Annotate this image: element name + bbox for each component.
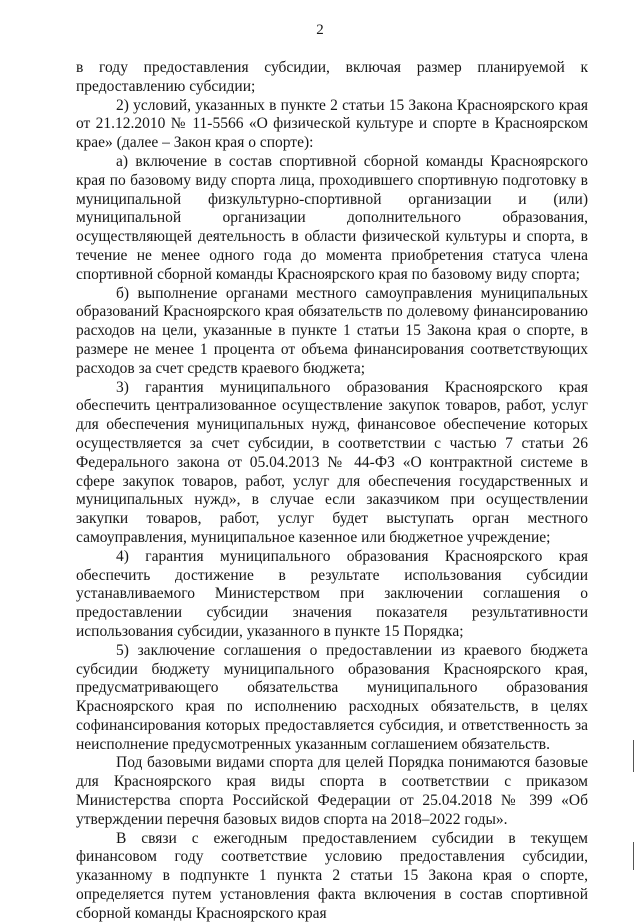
paragraph-annual-subsidy: В связи с ежегодным предоставлением субсидии в текущем финансовом году соответствие условию предоставления субсидии, указанному в подпункте 1 пункта 2 статьи 15 Закона края о спорте, определяется путем установления факта включения в состав спортивной сборной команды Красноярского края — [76, 829, 588, 922]
scan-edge-mark — [633, 842, 635, 870]
paragraph-item-3-guarantee: 3) гарантия муниципального образования Красноярского края обеспечить централизованное осуществление закупок товаров, работ, услуг для обеспечения муниципальных нужд, финансовое обеспечение которых осуществляется за счет субсидии, в соответствии с частью 7 статьи 26 Федерального закона от 05.04.2013 № 44-ФЗ «О контрактной системе в сфере закупок товаров, работ, услуг для обеспечения государственных и муниципальных нужд», в случае если заказчиком при осуществлении закупки товаров, работ, услуг будет выступать орган местного самоуправления, муниципальное казенное или бюджетное учреждение; — [76, 378, 588, 546]
paragraph-item-4-guarantee: 4) гарантия муниципального образования Красноярского края обеспечить достижение в результате использования субсидии устанавливаемого Министерством при заключении соглашения о предоставлении субсидии значения показателя результативности использования субсидии, указанного в пункте 15 Порядка; — [76, 547, 588, 640]
paragraph-subitem-a: а) включение в состав спортивной сборной команды Красноярского края по базовому виду спорта лица, проходившего спортивную подготовку в муниципальной физкультурно-спортивной организации и (или) муниципальной организации дополнительного образования, осуществляющей деятельность в области физической культуры и спорта, в течение не менее одного года до момента приобретения статуса члена спортивной сборной команды Красноярского края по базовому виду спорта; — [76, 152, 588, 283]
paragraph-base-sports: Под базовыми видами спорта для целей Порядка понимаются базовые для Красноярского края виды спорта в соответствии с приказом Министерства спорта Российской Федерации от 25.04.2018 № 399 «Об утверждении перечня базовых видов спорта на 2018–2022 годы». — [76, 754, 588, 828]
paragraph-subitem-b: б) выполнение органами местного самоуправления муниципальных образований Красноярского края обязательств по долевому финансированию расходов на цели, указанные в пункте 1 статьи 15 Закона края о спорте, в размере не менее 1 процента от объема финансирования соответствующих расходов за счет средств краевого бюджета; — [76, 284, 588, 377]
scan-edge-mark — [633, 740, 635, 772]
document-body — [76, 59, 588, 924]
paragraph-continuation: в году предоставления субсидии, включая размер планируемой к предоставлению субсидии; — [76, 59, 588, 95]
page-number: 2 — [316, 22, 324, 38]
paragraph-item-5-agreement: 5) заключение соглашения о предоставлении из краевого бюджета субсидии бюджету муниципального образования Красноярского края, предусматривающего обязательства муниципального образования Красноярского края по исполнению расходных обязательств, в целях софинансирования которых предоставляется субсидия, и ответственность за неисполнение предусмотренных указанным соглашением обязательств. — [76, 641, 588, 753]
paragraph-item-2-conditions: 2) условий, указанных в пункте 2 статьи 15 Закона Красноярского края от 21.12.2010 № 11-5566 «О физической культуре и спорте в Красноярском крае» (далее – Закон края о спорте): — [76, 96, 588, 152]
